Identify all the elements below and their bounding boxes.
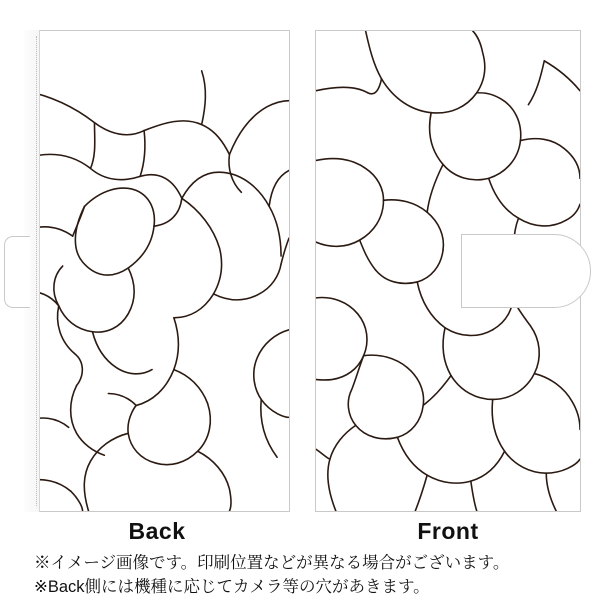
magnetic-closure-tab	[461, 234, 591, 308]
caption-back: Back	[128, 518, 186, 544]
panel-back	[24, 30, 290, 512]
note-line-1: ※イメージ画像です。印刷位置などが異なる場合がございます。	[34, 554, 510, 572]
caption-front: Front	[417, 518, 479, 544]
note-line-2: ※Back側には機種に応じてカメラ等の穴があきます。	[34, 578, 430, 596]
stitch-line	[36, 36, 37, 506]
disclaimer-notes	[34, 551, 574, 599]
side-flap	[4, 236, 30, 308]
pattern-artwork-back	[25, 31, 289, 511]
